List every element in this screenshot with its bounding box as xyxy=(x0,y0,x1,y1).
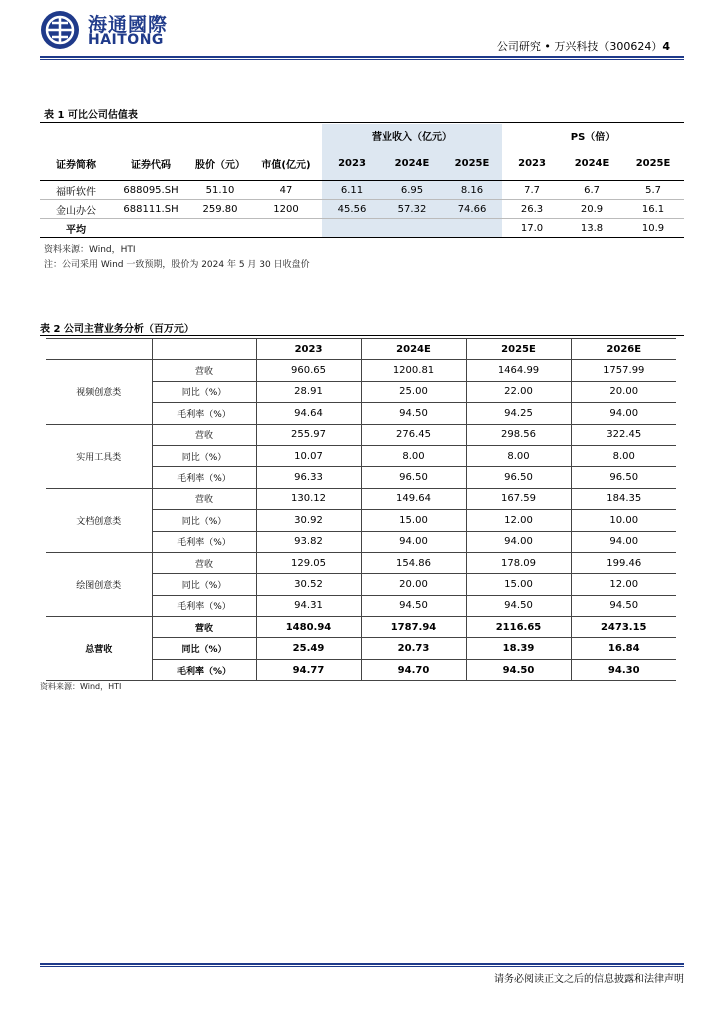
valuation-table xyxy=(40,124,684,238)
row-label: 毛利率（%） xyxy=(152,403,256,424)
row-label: 同比（%） xyxy=(152,574,256,595)
cell: 94.50 xyxy=(361,403,466,424)
cell: 6.11 xyxy=(322,181,382,200)
header-rule xyxy=(40,56,684,58)
row-label: 营收 xyxy=(152,424,256,445)
cell: 8.00 xyxy=(571,445,676,466)
cell: 96.50 xyxy=(571,467,676,488)
cell: 12.00 xyxy=(571,574,676,595)
row-label: 毛利率（%） xyxy=(152,595,256,616)
cell: 322.45 xyxy=(571,424,676,445)
cell: 6.7 xyxy=(562,181,622,200)
cell: 20.00 xyxy=(571,381,676,402)
cell: 28.91 xyxy=(256,381,361,402)
cell: 93.82 xyxy=(256,531,361,552)
cell: 94.00 xyxy=(571,531,676,552)
cell: 7.7 xyxy=(502,181,562,200)
cell: 22.00 xyxy=(466,381,571,402)
col-header: 市值(亿元) xyxy=(250,146,322,181)
cell: 154.86 xyxy=(361,552,466,573)
row-label: 营收 xyxy=(152,488,256,509)
cell: 51.10 xyxy=(190,181,250,200)
row-label: 毛利率（%） xyxy=(152,467,256,488)
cell: 8.00 xyxy=(361,445,466,466)
table-row xyxy=(46,360,676,381)
cell: 255.97 xyxy=(256,424,361,445)
cell: 688111.SH xyxy=(112,200,190,219)
segment-name: 实用工具类 xyxy=(46,424,152,488)
cell: 96.33 xyxy=(256,467,361,488)
cell: 10.07 xyxy=(256,445,361,466)
cell: 688095.SH xyxy=(112,181,190,200)
segment-name: 视频创意类 xyxy=(46,360,152,424)
cell: 94.50 xyxy=(466,659,571,680)
cell: 金山办公 xyxy=(40,200,112,219)
col-header: 2025E xyxy=(622,146,684,181)
table-row xyxy=(46,617,676,638)
row-label: 营收 xyxy=(152,552,256,573)
row-label: 营收 xyxy=(152,617,256,638)
haitong-logo-icon xyxy=(40,10,80,50)
group-header-revenue: 营业收入（亿元） xyxy=(322,124,502,146)
cell: 12.00 xyxy=(466,510,571,531)
cell: 1787.94 xyxy=(361,617,466,638)
cell: 94.64 xyxy=(256,403,361,424)
cell: 福昕软件 xyxy=(40,181,112,200)
table-row xyxy=(46,424,676,445)
cell: 94.77 xyxy=(256,659,361,680)
cell: 26.3 xyxy=(502,200,562,219)
logo-english-name: HAITONG xyxy=(88,32,164,48)
row-label: 同比（%） xyxy=(152,445,256,466)
cell: 15.00 xyxy=(466,574,571,595)
col-header: 2026E xyxy=(571,339,676,360)
row-label: 毛利率（%） xyxy=(152,659,256,680)
cell: 298.56 xyxy=(466,424,571,445)
cell: 20.73 xyxy=(361,638,466,659)
cell: 129.05 xyxy=(256,552,361,573)
cell: 130.12 xyxy=(256,488,361,509)
cell: 276.45 xyxy=(361,424,466,445)
footer-disclaimer: 请务必阅读正文之后的信息披露和法律声明 xyxy=(494,974,684,985)
cell: 149.64 xyxy=(361,488,466,509)
cell: 94.00 xyxy=(571,403,676,424)
row-label: 同比（%） xyxy=(152,381,256,402)
row-label: 同比（%） xyxy=(152,638,256,659)
row-label: 毛利率（%） xyxy=(152,531,256,552)
cell: 94.25 xyxy=(466,403,571,424)
cell: 199.46 xyxy=(571,552,676,573)
row-label: 营收 xyxy=(152,360,256,381)
cell: 25.00 xyxy=(361,381,466,402)
cell: 25.49 xyxy=(256,638,361,659)
cell: 1464.99 xyxy=(466,360,571,381)
footer-rule-thin xyxy=(40,966,684,967)
cell: 30.92 xyxy=(256,510,361,531)
col-header: 2024E xyxy=(361,339,466,360)
cell: 94.50 xyxy=(361,595,466,616)
col-header: 2024E xyxy=(562,146,622,181)
col-header: 2023 xyxy=(256,339,361,360)
cell: 8.16 xyxy=(442,181,502,200)
table1-note: 注：公司采用 Wind 一致预期，股价为 2024 年 5 月 30 日收盘价 xyxy=(44,260,310,270)
corner-cell xyxy=(152,339,256,360)
page-number: 4 xyxy=(662,40,670,53)
cell: 1200 xyxy=(250,200,322,219)
group-header-ps: PS（倍） xyxy=(570,131,616,143)
segment-name: 文档创意类 xyxy=(46,488,152,552)
cell: 94.70 xyxy=(361,659,466,680)
cell: 94.50 xyxy=(571,595,676,616)
cell: 30.52 xyxy=(256,574,361,595)
col-header: 2023 xyxy=(322,146,382,181)
running-header xyxy=(497,38,670,54)
cell: 1200.81 xyxy=(361,360,466,381)
cell: 184.35 xyxy=(571,488,676,509)
cell: 2473.15 xyxy=(571,617,676,638)
cell: 5.7 xyxy=(622,181,684,200)
cell: 20.9 xyxy=(562,200,622,219)
cell: 15.00 xyxy=(361,510,466,531)
cell: 17.0 xyxy=(502,219,562,238)
col-header: 2023 xyxy=(502,146,562,181)
cell: 10.9 xyxy=(622,219,684,238)
col-header: 2025E xyxy=(442,146,502,181)
col-header: 2025E xyxy=(466,339,571,360)
table1-top-rule xyxy=(40,122,684,123)
average-row xyxy=(40,219,684,238)
col-header: 证券简称 xyxy=(40,146,112,181)
footer-rule xyxy=(40,963,684,965)
row-label: 同比（%） xyxy=(152,510,256,531)
cell: 94.00 xyxy=(361,531,466,552)
cell: 178.09 xyxy=(466,552,571,573)
col-header: 股价（元） xyxy=(190,146,250,181)
corner-cell xyxy=(46,339,152,360)
table2-caption: 表 2 公司主营业务分析（百万元） xyxy=(40,324,194,335)
table-row xyxy=(46,488,676,509)
cell: 13.8 xyxy=(562,219,622,238)
table1-caption: 表 1 可比公司估值表 xyxy=(44,110,138,121)
cell: 94.31 xyxy=(256,595,361,616)
table-row xyxy=(40,181,684,200)
average-label: 平均 xyxy=(40,219,112,238)
table1-source: 资料来源：Wind，HTI xyxy=(44,245,136,255)
table2-source: 资料来源：Wind，HTI xyxy=(40,682,122,691)
table-row xyxy=(40,200,684,219)
cell: 6.95 xyxy=(382,181,442,200)
cell: 20.00 xyxy=(361,574,466,595)
table2-top-rule xyxy=(40,335,684,336)
table-row xyxy=(46,552,676,573)
cell: 96.50 xyxy=(466,467,571,488)
cell: 167.59 xyxy=(466,488,571,509)
cell: 96.50 xyxy=(361,467,466,488)
cell: 2116.65 xyxy=(466,617,571,638)
cell: 94.00 xyxy=(466,531,571,552)
segment-name: 总营收 xyxy=(46,617,152,681)
cell: 45.56 xyxy=(322,200,382,219)
cell: 960.65 xyxy=(256,360,361,381)
logo-chinese-name: 海通國際 xyxy=(88,14,169,36)
business-analysis-table xyxy=(46,338,676,681)
cell: 18.39 xyxy=(466,638,571,659)
cell: 10.00 xyxy=(571,510,676,531)
cell: 16.84 xyxy=(571,638,676,659)
cell: 94.30 xyxy=(571,659,676,680)
col-header: 证券代码 xyxy=(112,146,190,181)
cell: 16.1 xyxy=(622,200,684,219)
cell: 259.80 xyxy=(190,200,250,219)
segment-name: 绘图创意类 xyxy=(46,552,152,616)
col-header: 2024E xyxy=(382,146,442,181)
cell: 1757.99 xyxy=(571,360,676,381)
cell: 47 xyxy=(250,181,322,200)
cell: 74.66 xyxy=(442,200,502,219)
cell: 57.32 xyxy=(382,200,442,219)
header-rule-thin xyxy=(40,59,684,60)
cell: 94.50 xyxy=(466,595,571,616)
cell: 8.00 xyxy=(466,445,571,466)
running-header-title: 公司研究 • 万兴科技（300624） xyxy=(496,40,663,53)
cell: 1480.94 xyxy=(256,617,361,638)
